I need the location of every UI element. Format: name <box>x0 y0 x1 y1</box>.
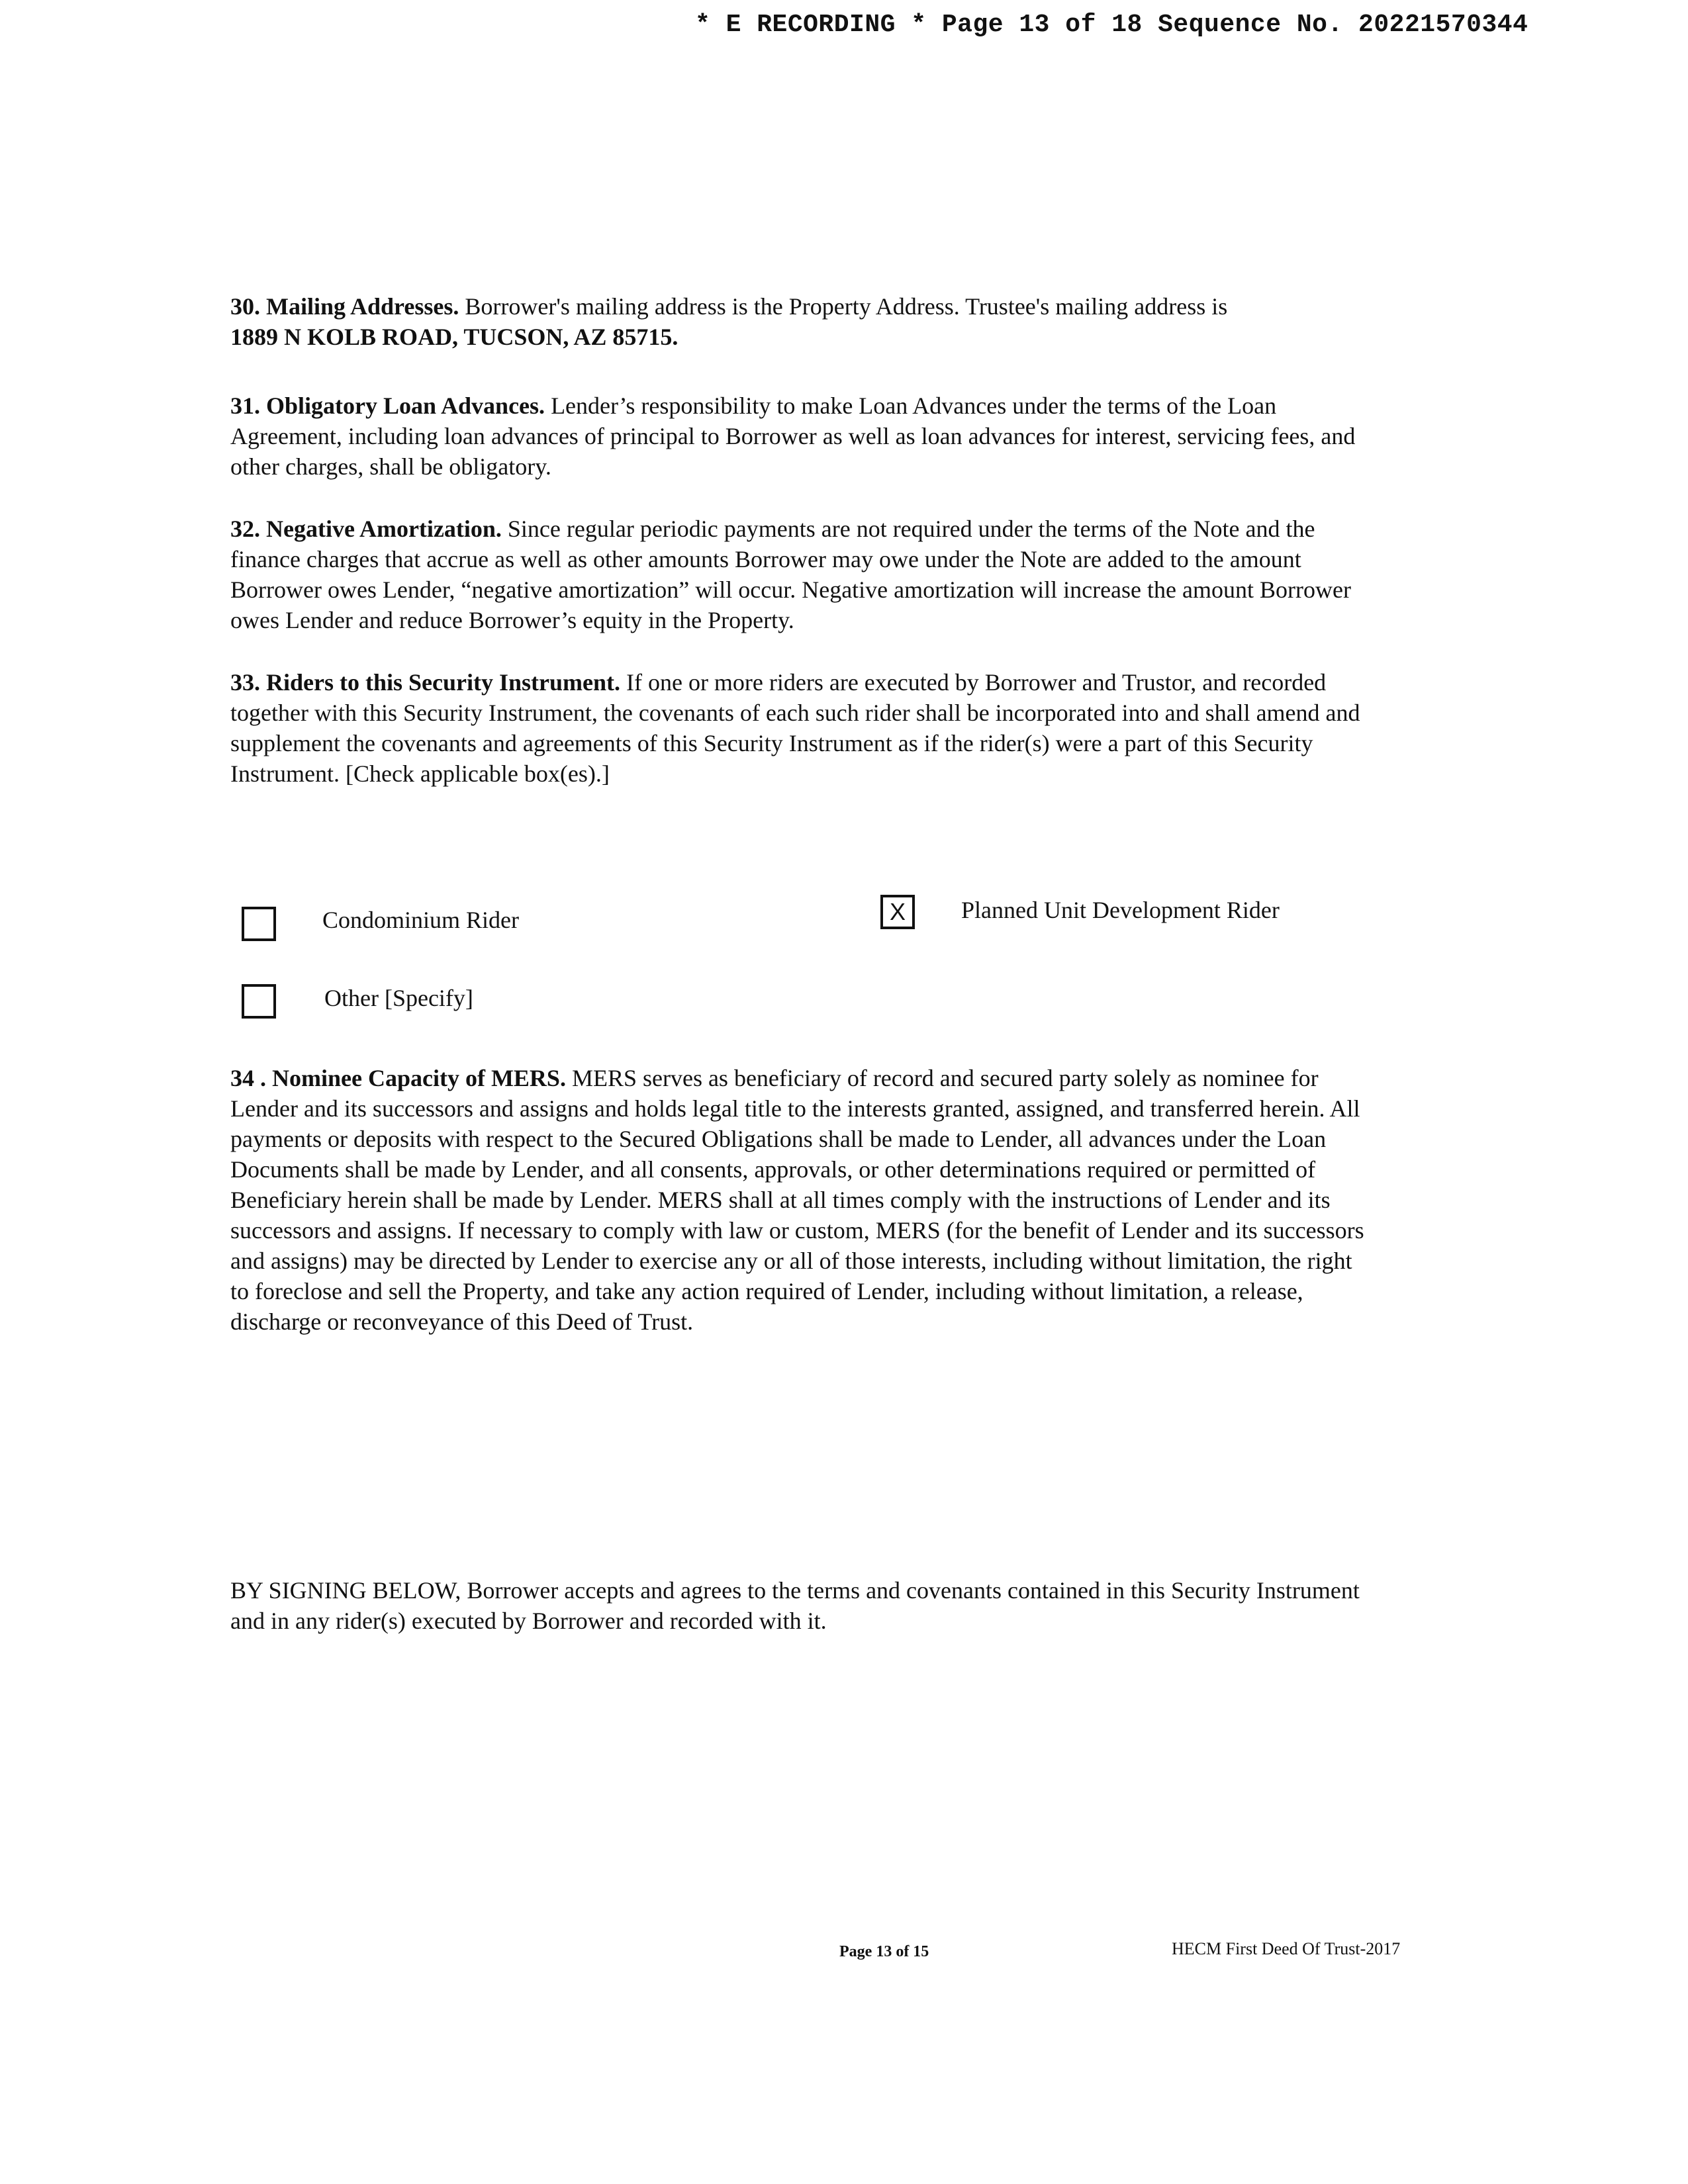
planned-unit-development-rider-label: Planned Unit Development Rider <box>961 897 1280 923</box>
section-text: If one or more riders are executed by Borrower and Trustor, and recorded together with this Security Instrument, the covenants of each such rider shall be incorporated into and shall amend and supplement the covenants and agreements of this Security Instrument as if the rider(s) were a part of this Security Instrument. [Check applicable box(es).] <box>230 669 1360 787</box>
section-text: Lender’s responsibility to make Loan Advances under the terms of the Loan Agreement, including loan advances of principal to Borrower as well as loan advances for interest, servicing fees, and other charges, shall be obligatory. <box>230 392 1356 480</box>
recording-header: * E RECORDING * Page 13 of 18 Sequence No. 20221570344 <box>695 11 1528 39</box>
condominium-rider-checkbox[interactable] <box>242 907 276 941</box>
section-title: Obligatory Loan Advances. <box>266 392 545 419</box>
signing-statement <box>230 1575 1369 1636</box>
section-34-nominee-capacity-of-mers <box>230 1063 1369 1337</box>
page-number: Page 13 of 15 <box>839 1943 929 1960</box>
section-number: 31. <box>230 392 260 419</box>
section-32-negative-amortization <box>230 514 1369 635</box>
section-title: Riders to this Security Instrument. <box>266 669 620 696</box>
section-title: Nominee Capacity of MERS. <box>272 1065 566 1091</box>
section-text: MERS serves as beneficiary of record and secured party solely as nominee for Lender and its successors and assigns and holds legal title to the interests granted, assigned, and transferred herein. All payments or deposits with respect to the Secured Obligations shall be made to Lender, all advances under the Loan Documents shall be made by Lender, and all consents, approvals, or other determinations required or permitted of Beneficiary herein shall be made by Lender. MERS shall at all times comply with the instructions of Lender and its successors and assigns. If necessary to comply with law or custom, MERS (for the benefit of Lender and its successors and assigns) may be directed by Lender to exercise any or all of those interests, including without limitation, the right to foreclose and sell the Property, and take any action required of Lender, including without limitation, a release, discharge or reconveyance of this Deed of Trust. <box>230 1065 1364 1335</box>
section-text: Borrower's mailing address is the Property Address. Trustee's mailing address is <box>465 293 1228 320</box>
section-33-riders <box>230 667 1369 789</box>
section-number: 30. <box>230 293 260 320</box>
planned-unit-development-rider-checkbox[interactable]: X <box>880 895 915 929</box>
section-31-obligatory-loan-advances <box>230 390 1369 482</box>
trustee-address: 1889 N KOLB ROAD, TUCSON, AZ 85715. <box>230 324 679 350</box>
section-30-mailing-addresses <box>230 291 1369 352</box>
form-name: HECM First Deed Of Trust-2017 <box>1172 1939 1401 1958</box>
section-number: 32. <box>230 516 260 542</box>
other-rider-label: Other [Specify] <box>324 985 473 1011</box>
section-number: 34 . <box>230 1065 266 1091</box>
signing-text: BY SIGNING BELOW, Borrower accepts and agrees to the terms and covenants contained in this Security Instrument and in any rider(s) executed by Borrower and recorded with it. <box>230 1577 1360 1634</box>
section-text: Since regular periodic payments are not required under the terms of the Note and the finance charges that accrue as well as other amounts Borrower may owe under the Note are added to the amount Borrower owes Lender, “negative amortization” will occur. Negative amortization will increase the amount Borrower owes Lender and reduce Borrower’s equity in the Property. <box>230 516 1351 633</box>
section-title: Negative Amortization. <box>266 516 502 542</box>
section-number: 33. <box>230 669 260 696</box>
section-title: Mailing Addresses. <box>266 293 459 320</box>
other-rider-checkbox[interactable] <box>242 984 276 1019</box>
condominium-rider-label: Condominium Rider <box>322 907 519 933</box>
